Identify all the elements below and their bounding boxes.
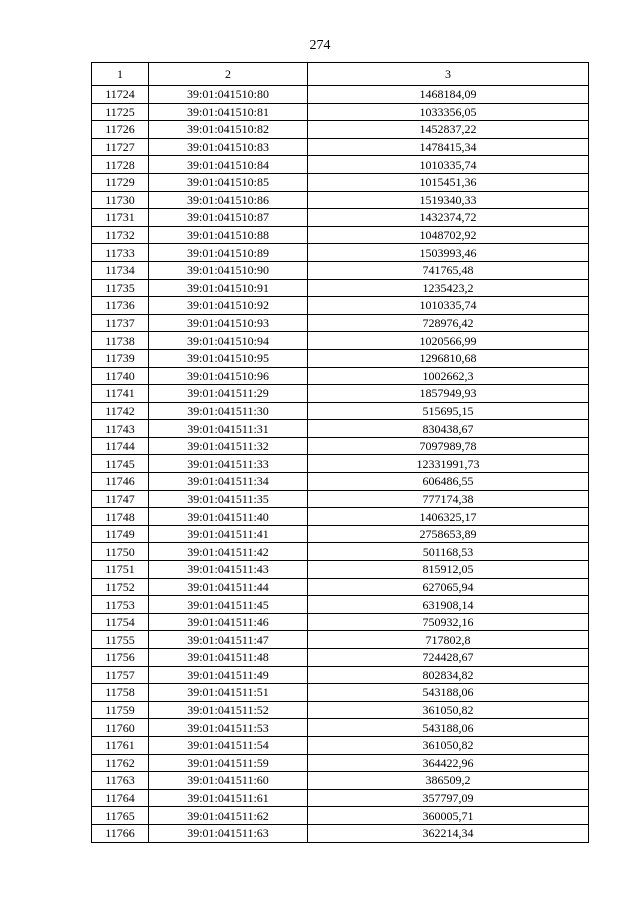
value-cell: 1406325,17 — [308, 508, 589, 526]
row-number-cell: 11747 — [92, 490, 149, 508]
value-cell: 741765,48 — [308, 261, 589, 279]
value-cell: 1020566,99 — [308, 332, 589, 350]
table-row — [92, 437, 589, 455]
cadastral-number-cell: 39:01:041511:54 — [149, 736, 308, 754]
row-number-cell: 11725 — [92, 103, 149, 121]
row-number-cell: 11739 — [92, 349, 149, 367]
cadastral-number-cell: 39:01:041510:95 — [149, 349, 308, 367]
value-cell: 386509,2 — [308, 772, 589, 790]
table-row — [92, 631, 589, 649]
row-number-cell: 11759 — [92, 701, 149, 719]
table-row — [92, 789, 589, 807]
table-row — [92, 508, 589, 526]
value-cell: 1432374,72 — [308, 209, 589, 227]
cadastral-number-cell: 39:01:041511:45 — [149, 596, 308, 614]
table-row — [92, 314, 589, 332]
value-cell: 750932,16 — [308, 613, 589, 631]
row-number-cell: 11761 — [92, 736, 149, 754]
row-number-cell: 11753 — [92, 596, 149, 614]
cadastral-number-cell: 39:01:041510:82 — [149, 121, 308, 139]
value-cell: 360005,71 — [308, 807, 589, 825]
table-row — [92, 297, 589, 315]
value-cell: 1002662,3 — [308, 367, 589, 385]
table-row — [92, 209, 589, 227]
cadastral-number-cell: 39:01:041510:80 — [149, 86, 308, 104]
cadastral-number-cell: 39:01:041511:43 — [149, 561, 308, 579]
cadastral-number-cell: 39:01:041511:34 — [149, 473, 308, 491]
table-row — [92, 191, 589, 209]
value-cell: 802834,82 — [308, 666, 589, 684]
table-row — [92, 666, 589, 684]
cadastral-number-cell: 39:01:041510:81 — [149, 103, 308, 121]
value-cell: 728976,42 — [308, 314, 589, 332]
row-number-cell: 11749 — [92, 525, 149, 543]
row-number-cell: 11751 — [92, 561, 149, 579]
row-number-cell: 11762 — [92, 754, 149, 772]
table-row — [92, 596, 589, 614]
cadastral-value-table — [91, 62, 589, 843]
table-row — [92, 649, 589, 667]
cadastral-number-cell: 39:01:041511:40 — [149, 508, 308, 526]
table-row — [92, 455, 589, 473]
value-cell: 830438,67 — [308, 420, 589, 438]
cadastral-number-cell: 39:01:041511:48 — [149, 649, 308, 667]
value-cell: 1503993,46 — [308, 244, 589, 262]
table-row — [92, 473, 589, 491]
cadastral-number-cell: 39:01:041510:92 — [149, 297, 308, 315]
table-body — [92, 86, 589, 843]
table-row — [92, 543, 589, 561]
cadastral-number-cell: 39:01:041511:49 — [149, 666, 308, 684]
value-cell: 1452837,22 — [308, 121, 589, 139]
cadastral-number-cell: 39:01:041511:59 — [149, 754, 308, 772]
table-row — [92, 490, 589, 508]
cadastral-number-cell: 39:01:041511:30 — [149, 402, 308, 420]
header-row — [92, 63, 589, 86]
row-number-cell: 11765 — [92, 807, 149, 825]
cadastral-number-cell: 39:01:041510:86 — [149, 191, 308, 209]
value-cell: 724428,67 — [308, 649, 589, 667]
value-cell: 362214,34 — [308, 824, 589, 842]
row-number-cell: 11731 — [92, 209, 149, 227]
table-row — [92, 824, 589, 842]
row-number-cell: 11724 — [92, 86, 149, 104]
cadastral-number-cell: 39:01:041510:89 — [149, 244, 308, 262]
table-row — [92, 525, 589, 543]
row-number-cell: 11758 — [92, 684, 149, 702]
table-row — [92, 385, 589, 403]
page-number: 274 — [309, 38, 331, 53]
value-cell: 501168,53 — [308, 543, 589, 561]
table-row — [92, 807, 589, 825]
table-row — [92, 261, 589, 279]
table-row — [92, 173, 589, 191]
cadastral-number-cell: 39:01:041511:60 — [149, 772, 308, 790]
value-cell: 627065,94 — [308, 578, 589, 596]
value-cell: 361050,82 — [308, 701, 589, 719]
value-cell: 1235423,2 — [308, 279, 589, 297]
value-cell: 1519340,33 — [308, 191, 589, 209]
row-number-cell: 11729 — [92, 173, 149, 191]
cadastral-number-cell: 39:01:041511:52 — [149, 701, 308, 719]
row-number-cell: 11740 — [92, 367, 149, 385]
table-row — [92, 367, 589, 385]
row-number-cell: 11752 — [92, 578, 149, 596]
value-cell: 815912,05 — [308, 561, 589, 579]
value-cell: 1468184,09 — [308, 86, 589, 104]
row-number-cell: 11763 — [92, 772, 149, 790]
cadastral-number-cell: 39:01:041511:51 — [149, 684, 308, 702]
row-number-cell: 11737 — [92, 314, 149, 332]
value-cell: 1048702,92 — [308, 226, 589, 244]
row-number-cell: 11728 — [92, 156, 149, 174]
table-row — [92, 86, 589, 104]
table-row — [92, 772, 589, 790]
row-number-cell: 11726 — [92, 121, 149, 139]
row-number-cell: 11750 — [92, 543, 149, 561]
cadastral-number-cell: 39:01:041510:85 — [149, 173, 308, 191]
value-cell: 1296810,68 — [308, 349, 589, 367]
row-number-cell: 11730 — [92, 191, 149, 209]
cadastral-number-cell: 39:01:041511:46 — [149, 613, 308, 631]
row-number-cell: 11757 — [92, 666, 149, 684]
value-cell: 1015451,36 — [308, 173, 589, 191]
row-number-cell: 11744 — [92, 437, 149, 455]
cadastral-number-cell: 39:01:041511:42 — [149, 543, 308, 561]
cadastral-number-cell: 39:01:041511:32 — [149, 437, 308, 455]
table-row — [92, 684, 589, 702]
table-row — [92, 561, 589, 579]
table-row — [92, 349, 589, 367]
table-row — [92, 402, 589, 420]
value-cell: 1010335,74 — [308, 156, 589, 174]
table-row — [92, 613, 589, 631]
column-header-1: 1 — [92, 63, 149, 86]
cadastral-number-cell: 39:01:041511:29 — [149, 385, 308, 403]
column-header-2: 2 — [149, 63, 308, 86]
value-cell: 364422,96 — [308, 754, 589, 772]
table-row — [92, 279, 589, 297]
cadastral-number-cell: 39:01:041510:90 — [149, 261, 308, 279]
cadastral-number-cell: 39:01:041510:83 — [149, 138, 308, 156]
table-row — [92, 754, 589, 772]
row-number-cell: 11766 — [92, 824, 149, 842]
value-cell: 717802,8 — [308, 631, 589, 649]
cadastral-number-cell: 39:01:041511:47 — [149, 631, 308, 649]
table-row — [92, 244, 589, 262]
value-cell: 543188,06 — [308, 684, 589, 702]
table-row — [92, 420, 589, 438]
row-number-cell: 11738 — [92, 332, 149, 350]
table-row — [92, 226, 589, 244]
cadastral-number-cell: 39:01:041511:53 — [149, 719, 308, 737]
cadastral-number-cell: 39:01:041511:41 — [149, 525, 308, 543]
value-cell: 631908,14 — [308, 596, 589, 614]
value-cell: 2758653,89 — [308, 525, 589, 543]
table-header — [92, 63, 589, 86]
row-number-cell: 11760 — [92, 719, 149, 737]
cadastral-number-cell: 39:01:041511:35 — [149, 490, 308, 508]
row-number-cell: 11733 — [92, 244, 149, 262]
row-number-cell: 11746 — [92, 473, 149, 491]
row-number-cell: 11727 — [92, 138, 149, 156]
column-header-3: 3 — [308, 63, 589, 86]
row-number-cell: 11741 — [92, 385, 149, 403]
value-cell: 1033356,05 — [308, 103, 589, 121]
value-cell: 1857949,93 — [308, 385, 589, 403]
cadastral-number-cell: 39:01:041510:96 — [149, 367, 308, 385]
cadastral-number-cell: 39:01:041511:31 — [149, 420, 308, 438]
table-row — [92, 332, 589, 350]
row-number-cell: 11755 — [92, 631, 149, 649]
row-number-cell: 11745 — [92, 455, 149, 473]
value-cell: 606486,55 — [308, 473, 589, 491]
row-number-cell: 11754 — [92, 613, 149, 631]
cadastral-number-cell: 39:01:041510:94 — [149, 332, 308, 350]
cadastral-number-cell: 39:01:041511:33 — [149, 455, 308, 473]
cadastral-number-cell: 39:01:041511:63 — [149, 824, 308, 842]
value-cell: 777174,38 — [308, 490, 589, 508]
value-cell: 1478415,34 — [308, 138, 589, 156]
row-number-cell: 11748 — [92, 508, 149, 526]
cadastral-number-cell: 39:01:041511:61 — [149, 789, 308, 807]
value-cell: 357797,09 — [308, 789, 589, 807]
table-row — [92, 719, 589, 737]
row-number-cell: 11756 — [92, 649, 149, 667]
value-cell: 515695,15 — [308, 402, 589, 420]
cadastral-number-cell: 39:01:041510:87 — [149, 209, 308, 227]
value-cell: 12331991,73 — [308, 455, 589, 473]
table-row — [92, 121, 589, 139]
value-cell: 1010335,74 — [308, 297, 589, 315]
row-number-cell: 11764 — [92, 789, 149, 807]
row-number-cell: 11743 — [92, 420, 149, 438]
table-row — [92, 138, 589, 156]
row-number-cell: 11736 — [92, 297, 149, 315]
cadastral-number-cell: 39:01:041510:93 — [149, 314, 308, 332]
row-number-cell: 11734 — [92, 261, 149, 279]
cadastral-number-cell: 39:01:041511:44 — [149, 578, 308, 596]
row-number-cell: 11742 — [92, 402, 149, 420]
table-row — [92, 701, 589, 719]
value-cell: 543188,06 — [308, 719, 589, 737]
cadastral-number-cell: 39:01:041510:84 — [149, 156, 308, 174]
cadastral-number-cell: 39:01:041510:91 — [149, 279, 308, 297]
row-number-cell: 11732 — [92, 226, 149, 244]
value-cell: 361050,82 — [308, 736, 589, 754]
cadastral-number-cell: 39:01:041511:62 — [149, 807, 308, 825]
table-row — [92, 736, 589, 754]
cadastral-number-cell: 39:01:041510:88 — [149, 226, 308, 244]
row-number-cell: 11735 — [92, 279, 149, 297]
table-row — [92, 578, 589, 596]
value-cell: 7097989,78 — [308, 437, 589, 455]
table-row — [92, 103, 589, 121]
table-row — [92, 156, 589, 174]
